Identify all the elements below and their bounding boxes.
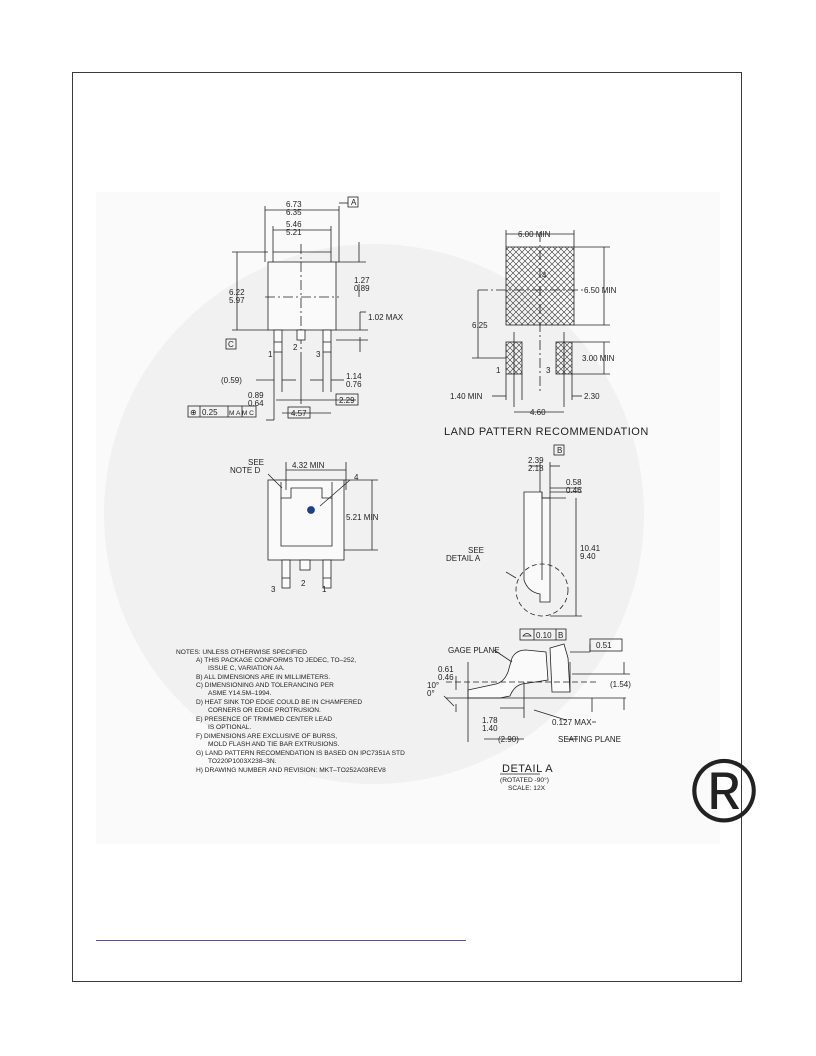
dim-6-35: 6.35	[286, 208, 302, 217]
dim-4-57: 4.57	[291, 409, 307, 418]
dim-2-30: 2.30	[584, 392, 600, 401]
dim-10-41: 10.41	[580, 544, 601, 553]
note-c: C) DIMENSIONING AND TOLERANCING PER	[196, 682, 334, 689]
dim-3-00-min: 3.00 MIN	[582, 354, 615, 363]
detail-a-title: DETAIL A	[502, 763, 554, 775]
angle-10: 10°	[427, 681, 440, 690]
dim-4-60: 4.60	[530, 408, 546, 417]
datum-a: A	[351, 198, 357, 207]
dim-6-22: 6.22	[229, 288, 245, 297]
dim-6-25: 6.25	[472, 321, 488, 330]
land-pin3: 3	[546, 366, 551, 375]
dim-1-40-min: 1.40 MIN	[450, 392, 483, 401]
package-drawing	[96, 192, 758, 844]
watermark-symbol: ®	[690, 742, 758, 842]
detail-a-rotated: (ROTATED -90°)	[500, 777, 549, 784]
land-pin1: 1	[496, 366, 501, 375]
see-detail-label: SEE	[468, 546, 485, 555]
dim-1-02-max: 1.02 MAX	[368, 313, 404, 322]
note-d-cont: CORNERS OR EDGE PROTRUSION.	[208, 707, 321, 714]
dim-2-18: 2.18	[528, 464, 544, 473]
pin4-marker	[308, 507, 315, 514]
note-c-cont: ASME Y14.5M–1994.	[208, 690, 272, 697]
dim-9-40: 9.40	[580, 552, 596, 561]
note-g-cont: TO220P1003X238–3N.	[208, 758, 277, 765]
dim-5-21: 5.21	[286, 228, 302, 237]
dim-0-89: 0.89	[354, 284, 370, 293]
dim-6-00-min: 6.00 MIN	[518, 230, 551, 239]
note-a-cont: ISSUE C, VARIATION AA.	[208, 665, 285, 672]
dim-0-89-b: 0.89	[248, 391, 264, 400]
dim-6-73: 6.73	[286, 200, 302, 209]
note-f-cont: MOLD FLASH AND TIE BAR EXTRUSIONS.	[208, 741, 340, 748]
detail-a-ref: DETAIL A	[446, 554, 481, 563]
note-d: D) HEAT SINK TOP EDGE COULD BE IN CHAMFERED	[196, 699, 363, 706]
fcf-profile-tolerance: 0.10	[536, 631, 552, 640]
dim-1-78: 1.78	[482, 716, 498, 725]
dim-0-46-b: 0.46	[438, 673, 454, 682]
dim-1-54: (1.54)	[610, 680, 631, 689]
detail-a-scale: SCALE: 12X	[508, 785, 546, 792]
dim-5-21-min: 5.21 MIN	[346, 513, 379, 522]
dim-0-127-max: 0.127 MAX	[552, 718, 592, 727]
dim-0-51: 0.51	[596, 641, 612, 650]
notes-heading: NOTES: UNLESS OTHERWISE SPECIFIED	[176, 649, 308, 656]
bottom-pin1: 1	[322, 585, 327, 594]
tab-4-label: 4	[354, 473, 359, 482]
dim-0-61: 0.61	[438, 665, 454, 674]
bottom-pin2: 2	[301, 579, 306, 588]
drawing-svg	[96, 192, 758, 844]
dim-6-50-min: 6.50 MIN	[584, 286, 617, 295]
pad-4-label: 4	[542, 271, 547, 280]
bottom-pin3: 3	[271, 585, 276, 594]
note-a: A) THIS PACKAGE CONFORMS TO JEDEC, TO–252,	[196, 657, 357, 664]
dim-2-29: 2.29	[339, 396, 355, 405]
fcf-modifiers: M A M C	[229, 410, 254, 417]
front-pin3: 3	[316, 350, 321, 359]
dim-0-58: 0.58	[566, 478, 582, 487]
note-f: F) DIMENSIONS ARE EXCLUSIVE OF BURSS,	[196, 733, 338, 740]
dim-0-46: 0.46	[566, 486, 582, 495]
dim-1-14: 1.14	[346, 372, 362, 381]
note-e: E) PRESENCE OF TRIMMED CENTER LEAD	[196, 716, 333, 723]
note-e-cont: IS OPTIONAL.	[208, 724, 252, 731]
fcf-position-symbol: ⊕	[190, 408, 197, 417]
front-pin1: 1	[268, 350, 273, 359]
note-h: H) DRAWING NUMBER AND REVISION: MKT–TO252A03REV8	[196, 767, 386, 774]
note-b: B) ALL DIMENSIONS ARE IN MILLIMETERS.	[196, 674, 331, 681]
dim-1-27: 1.27	[354, 276, 370, 285]
land-pattern-title: LAND PATTERN RECOMMENDATION	[444, 426, 649, 438]
dim-0-64: 0.64	[248, 399, 264, 408]
angle-0: 0°	[427, 689, 435, 698]
dim-4-32-min: 4.32 MIN	[292, 461, 325, 470]
note-g: G) LAND PATTERN RECOMENDATION IS BASED ON IPC7351A STD	[196, 750, 405, 757]
datum-c: C	[228, 340, 234, 349]
gage-plane-label: GAGE PLANE	[448, 646, 500, 655]
dim-2-90: (2.90)	[498, 735, 519, 744]
dim-0-76: 0.76	[346, 380, 362, 389]
datum-b: B	[557, 446, 563, 455]
dim-5-46: 5.46	[286, 220, 302, 229]
dim-1-40: 1.40	[482, 724, 498, 733]
fcf-tolerance: 0.25	[202, 408, 218, 417]
seating-plane-label: SEATING PLANE	[558, 735, 621, 744]
see-label: SEE	[248, 458, 265, 467]
dim-2-39: 2.39	[528, 456, 544, 465]
dim-5-97: 5.97	[229, 296, 245, 305]
fcf-datum-b: B	[558, 631, 564, 640]
dim-0-59: (0.59)	[221, 376, 242, 385]
front-pin2: 2	[293, 343, 298, 352]
footer-divider	[96, 940, 466, 941]
note-d-label: NOTE D	[230, 466, 261, 475]
